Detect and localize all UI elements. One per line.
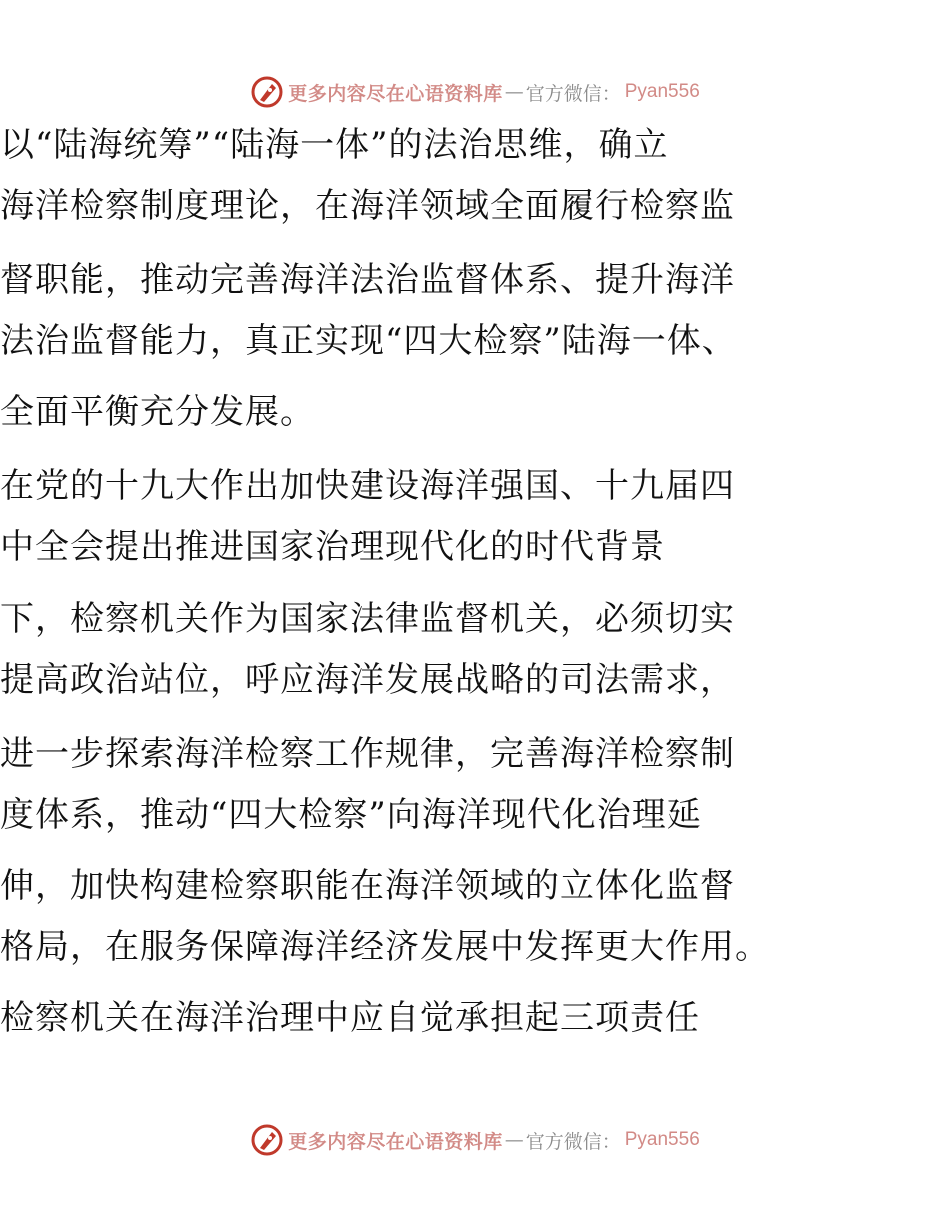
body-line: 中全会提出推进国家治理现代化的时代背景 bbox=[0, 527, 665, 567]
body-line: 督职能，推动完善海洋法治监督体系、提升海洋 bbox=[0, 260, 735, 300]
body-line: 提高政治站位，呼应海洋发展战略的司法需求， bbox=[0, 660, 735, 700]
body-line: 格局，在服务保障海洋经济发展中发挥更大作用。 bbox=[0, 927, 770, 967]
body-line: 在党的十九大作出加快建设海洋强国、十九届四 bbox=[0, 466, 735, 506]
body-line: 进一步探索海洋检察工作规律，完善海洋检察制 bbox=[0, 734, 735, 774]
footer-banner bbox=[0, 1120, 950, 1160]
body-line: 法治监督能力，真正实现“四大检察”陆海一体、 bbox=[0, 321, 737, 361]
wechat-id: Pyan556 bbox=[624, 81, 700, 102]
header-banner bbox=[0, 72, 950, 112]
wechat-label: 官方微信： bbox=[525, 1130, 621, 1153]
body-line: 全面平衡充分发展。 bbox=[0, 392, 315, 432]
body-line: 下，检察机关作为国家法律监督机关，必须切实 bbox=[0, 599, 735, 639]
wechat-label: 官方微信： bbox=[525, 82, 621, 105]
wechat-id: Pyan556 bbox=[624, 1129, 700, 1150]
body-line: 海洋检察制度理论，在海洋领域全面履行检察监 bbox=[0, 186, 735, 226]
body-line: 伸，加快构建检察职能在海洋领域的立体化监督 bbox=[0, 866, 735, 906]
pen-nib-logo-icon bbox=[250, 75, 284, 109]
body-line: 以“陆海统筹”“陆海一体”的法治思维，确立 bbox=[0, 125, 669, 165]
body-line: 检察机关在海洋治理中应自觉承担起三项责任 bbox=[0, 998, 700, 1038]
banner-separator: — bbox=[504, 81, 524, 103]
body-line: 度体系，推动“四大检察”向海洋现代化治理延 bbox=[0, 795, 702, 835]
banner-separator: — bbox=[504, 1129, 524, 1151]
banner-text: 更多内容尽在心语资料库 bbox=[288, 1130, 503, 1153]
banner-text: 更多内容尽在心语资料库 bbox=[288, 82, 503, 105]
pen-nib-logo-icon bbox=[250, 1123, 284, 1157]
